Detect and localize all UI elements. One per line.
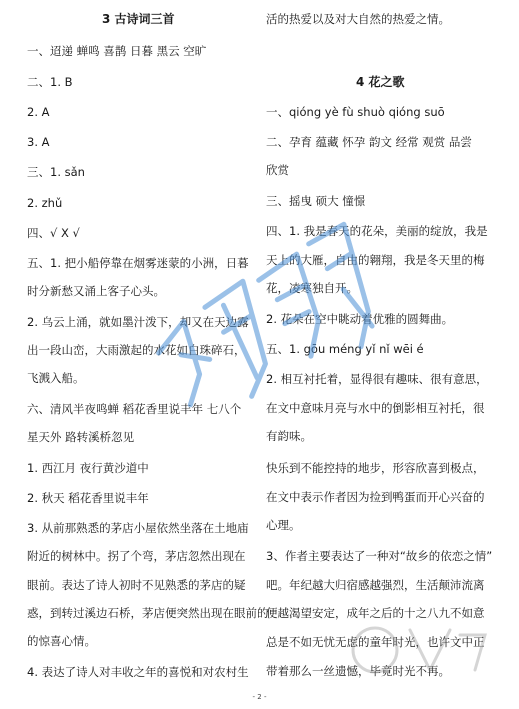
answer-line: 惑，到转过溪边石桥，茅店便突然出现在眼前的	[27, 606, 269, 620]
answer-line: 三、摇曳 硕大 憧憬	[266, 194, 366, 208]
answer-line: 带着那么一丝遗憾，毕竟时光不再。	[266, 664, 450, 678]
answer-line: 时分新愁又涌上客子心头。	[27, 284, 165, 298]
answer-line: 总是不如无忧无虑的童年时光，也许文中正	[266, 635, 485, 649]
answer-line: 出一段山峦，大雨激起的水花如白珠碎石，	[27, 343, 246, 357]
answer-line: 2. zhǔ	[27, 196, 63, 210]
answer-line: 心理。	[266, 518, 301, 532]
answer-line: 四、√ X √	[27, 226, 80, 240]
page-number: - 2 -	[252, 693, 267, 701]
section-title-3: 3 古诗词三首	[102, 12, 175, 26]
answer-line: 吧。年纪越大归宿感越强烈，生活颠沛流离	[266, 578, 485, 592]
answer-line: 3. A	[27, 135, 50, 149]
answer-line: 便越渴望安定，成年之后的十之八九不如意	[266, 606, 485, 620]
answer-line: 在文中意味月亮与水中的倒影相互衬托，很	[266, 401, 485, 415]
answer-line: 2. 花朵在空中眺动着优雅的圆舞曲。	[266, 312, 454, 326]
watermark-graphic	[127, 211, 413, 459]
answer-line: 四、1. 我是春天的花朵，美丽的绽放，我是	[266, 224, 488, 238]
answer-line: 2. 乌云上涌，就如墨汁泼下，却又在天边露	[27, 315, 249, 329]
answer-line: 一、qióng yè fù shuò qióng suō	[266, 105, 445, 119]
answer-line: 2. 秋天 稻花香里说丰年	[27, 491, 149, 505]
answer-line: 五、1. gōu méng yǐ nǐ wēi é	[266, 342, 424, 356]
answer-line: 花，凌寒独自开。	[266, 281, 358, 295]
answer-line: 3. 从前那熟悉的茅店小屋依然坐落在土地庙	[27, 521, 249, 535]
answer-line: 五、1. 把小船停靠在烟雾迷蒙的小洲，日暮	[27, 256, 249, 270]
answer-line: 欣赏	[266, 163, 289, 177]
answer-line: 一、迢递 蝉鸣 喜鹊 日暮 黑云 空旷	[27, 44, 207, 58]
answer-line: 活的热爱以及对大自然的热爱之情。	[266, 12, 450, 26]
answer-line: 2. 相互衬托着，显得很有趣味、很有意思，	[266, 372, 488, 386]
answer-line: 的惊喜心情。	[27, 634, 96, 648]
answer-line: 星天外 路转溪桥忽见	[27, 430, 135, 444]
answer-line: 天上的大雁，自由的翱翔，我是冬天里的梅	[266, 253, 485, 267]
answer-line: 飞溅入船。	[27, 371, 85, 385]
answer-line: 眼前。表达了诗人初时不见熟悉的茅店的疑	[27, 578, 246, 592]
answer-line: 三、1. sǎn	[27, 165, 85, 179]
answer-line: 六、清风半夜鸣蝉 稻花香里说丰年 七八个	[27, 402, 242, 416]
answer-line: 4. 表达了诗人对丰收之年的喜悦和对农村生	[27, 665, 249, 679]
corner-watermark-graphic	[335, 610, 495, 690]
answer-line: 2. A	[27, 105, 50, 119]
answer-line: 二、孕育 蕴藏 怀孕 韵文 经常 观赏 品尝	[266, 135, 472, 149]
answer-line: 二、1. B	[27, 75, 73, 89]
answer-line: 附近的树林中。拐了个弯，茅店忽然出现在	[27, 549, 246, 563]
answer-line: 在文中表示作者因为捡到鸭蛋而开心兴奋的	[266, 490, 485, 504]
section-title-4: 4 花之歌	[356, 75, 405, 89]
answer-line: 快乐到不能控持的地步，形容欣喜到极点，	[266, 461, 485, 475]
answer-line: 有韵味。	[266, 429, 312, 443]
answer-line: 3、作者主要表达了一种对“故乡的依恋之情”	[266, 549, 493, 563]
answer-line: 1. 西江月 夜行黄沙道中	[27, 461, 149, 475]
